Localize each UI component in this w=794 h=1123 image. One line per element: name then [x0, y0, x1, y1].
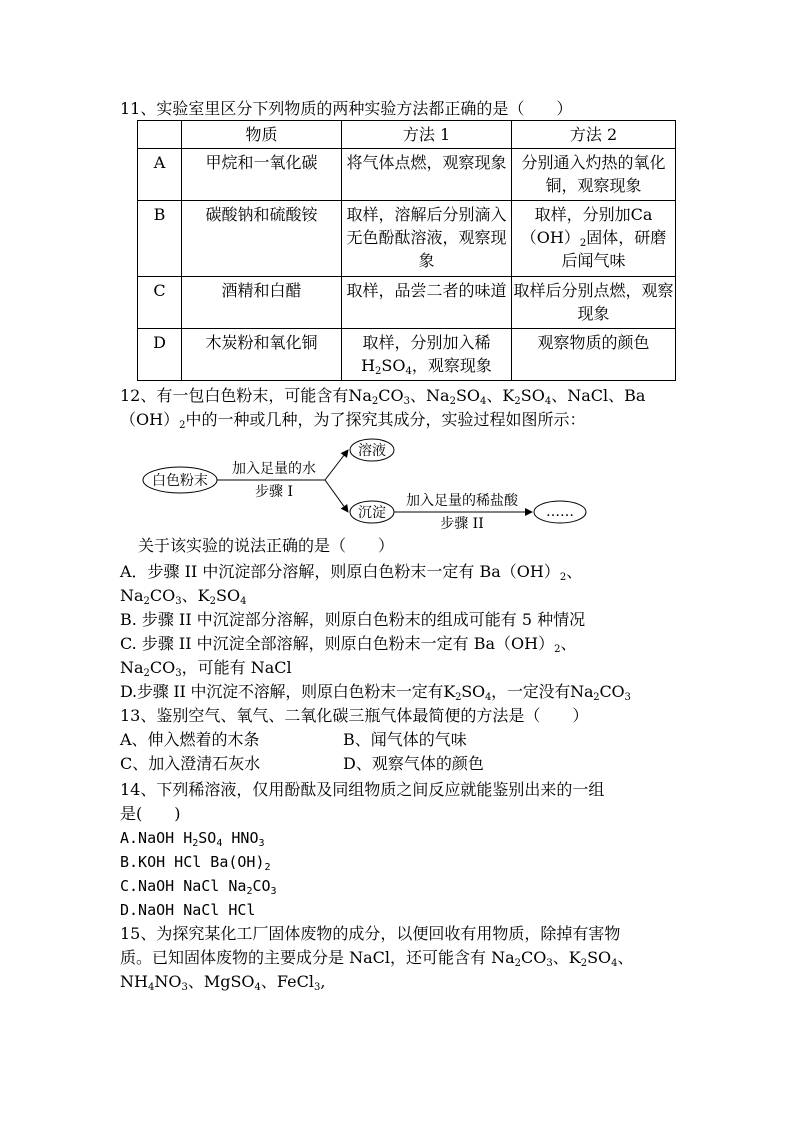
subscript: 2 [143, 596, 150, 607]
subscript: 4 [544, 396, 552, 407]
subscript: 4 [480, 396, 487, 407]
subscript: 4 [405, 366, 412, 377]
row-method2: 分别通入灼热的氧化铜，观察现象 [512, 149, 676, 201]
subscript: 2 [246, 886, 253, 897]
subscript: 2 [192, 838, 199, 849]
q15-text: SO [587, 948, 612, 967]
row-substance: 木炭粉和氧化铜 [182, 329, 342, 381]
formula-part: SO [461, 682, 485, 701]
q15-line2 [120, 946, 634, 970]
q12-prompt: 关于该实验的说法正确的是（ ） [138, 536, 395, 555]
q15-text: 、FeCl [260, 972, 314, 991]
row-method2 [512, 201, 676, 277]
q12-option-a-line2 [120, 584, 246, 608]
step2-label: 加入足量的稀盐酸 [406, 493, 518, 509]
q12-formula: SO [455, 386, 481, 405]
q14-option-c [120, 874, 277, 898]
arrow-up [325, 450, 348, 480]
q13-question: 13、鉴别空气、氧气、二氧化碳三瓶气体最简便的方法是（ ） [120, 706, 589, 725]
table-header-row [138, 121, 676, 149]
q12-option-c: C. 步骤 II 中沉淀全部溶解，则原白色粉末一定有 Ba（OH） [120, 634, 555, 653]
q13-option-b: B、闻气体的气味 [343, 730, 467, 749]
subscript: 2 [554, 644, 561, 655]
row-id: B [138, 201, 182, 277]
q12-formula: 、NaCl、Ba [551, 386, 646, 405]
row-method2: 观察物质的颜色 [512, 329, 676, 381]
subscript: 4 [484, 692, 492, 703]
q12-option-d [120, 680, 631, 704]
q14-option-a [120, 826, 265, 850]
row-method1-part: 取样，分别加入稀H [361, 333, 491, 375]
q12-option-c-line2 [120, 656, 292, 680]
table-header-cell: 物质 [182, 121, 342, 149]
q12-line2 [120, 408, 585, 432]
row-substance: 甲烷和一氧化碳 [182, 149, 342, 201]
q12-option-a: A．步骤 II 中沉淀部分溶解，则原白色粉末一定有 Ba（OH） [120, 562, 560, 581]
subscript: 3 [258, 838, 265, 849]
subscript: 3 [181, 982, 188, 993]
start-label: 白色粉末 [152, 473, 208, 489]
precipitate-label: 沉淀 [358, 505, 386, 521]
q12-formula: CO [378, 386, 404, 405]
row-method1: 取样，品尝二者的味道 [342, 277, 512, 329]
q12-text: 中的一种或几种，为了探究其成分，实验过程如图所示： [185, 410, 586, 429]
formula-part: CO [599, 682, 625, 701]
q12-text: 12、有一包白色粉末，可能含有 [120, 386, 349, 405]
subscript: 4 [254, 982, 261, 993]
subscript: 3 [175, 596, 182, 607]
subscript: 2 [449, 396, 456, 407]
q12-formula: SO [520, 386, 545, 405]
row-method1: 取样，溶解后分别滴入无色酚酞溶液，观察现象 [342, 201, 512, 277]
end-label: …… [546, 504, 574, 520]
table-header-cell: 方法 1 [342, 121, 512, 149]
row-method1: 将气体点燃，观察现象 [342, 149, 512, 201]
q15-text: NH [120, 972, 148, 991]
step1-name: 步骤 I [255, 484, 293, 500]
q14-option-d: D.NaOH NaCl HCl [120, 901, 256, 919]
table-header-cell: 方法 2 [512, 121, 676, 149]
q13-option-c: C、加入澄清石灰水 [120, 754, 261, 773]
table-header-cell [138, 121, 182, 149]
subscript: 2 [593, 692, 600, 703]
row-substance: 碳酸钠和硫酸铵 [182, 201, 342, 277]
q12-option-b: B. 步骤 II 中沉淀部分溶解，则原白色粉末的组成可能有 5 种情况 [120, 610, 586, 629]
q15-text: NO [154, 972, 182, 991]
arrow-down [325, 480, 348, 512]
table-row [138, 201, 676, 277]
q12-formula: 、K [486, 386, 515, 405]
experiment-flow-diagram [140, 432, 600, 532]
row-id: A [138, 149, 182, 201]
row-method2: 取样后分别点燃，观察现象 [512, 277, 676, 329]
row-method1-part: SO [381, 356, 406, 375]
subscript: 2 [375, 366, 382, 377]
row-id: C [138, 277, 182, 329]
q15-text: 、MgSO [187, 972, 255, 991]
q11-question: 11、实验室里区分下列物质的两种实验方法都正确的是（ ） [120, 99, 573, 118]
subscript: 3 [546, 958, 553, 969]
formula-part: HNO [222, 829, 259, 847]
q12-option-c-tail: 、 [560, 634, 577, 653]
solution-label: 溶液 [358, 443, 386, 459]
formula-part: C.NaOH NaCl Na [120, 877, 247, 895]
subscript: 2 [209, 596, 216, 607]
row-method2-part: 固体，研磨后闻气味 [561, 228, 667, 270]
table-row [138, 277, 676, 329]
subscript: 3 [624, 692, 631, 703]
row-substance: 酒精和白醋 [182, 277, 342, 329]
q15-text: , [320, 972, 326, 991]
formula-part: SO [198, 829, 217, 847]
subscript: 2 [143, 668, 150, 679]
q15-text: 、 [617, 948, 634, 967]
q13-option-d: D、观察气体的颜色 [343, 754, 484, 773]
formula-part: D.步骤 II 中沉淀不溶解，则原白色粉末一定有K [120, 682, 456, 701]
subscript: 2 [264, 862, 271, 873]
subscript: 2 [514, 958, 521, 969]
subscript: 2 [179, 420, 186, 431]
q15-text: 质。已知固体废物的主要成分是 NaCl，还可能含有 Na [120, 948, 515, 967]
formula-part: Na [120, 658, 144, 677]
q12-line1 [120, 384, 645, 408]
row-id: D [138, 329, 182, 381]
table-row [138, 149, 676, 201]
subscript: 2 [371, 396, 379, 407]
subscript: 4 [147, 982, 155, 993]
q15-line1: 15、为探究某化工厂固体废物的成分，以便回收有用物质，除掉有害物 [120, 924, 621, 943]
subscript: 3 [313, 982, 321, 993]
subscript: 3 [175, 668, 182, 679]
step1-label: 加入足量的水 [232, 461, 316, 477]
subscript: 4 [216, 838, 223, 849]
formula-part: ，可能有 NaCl [181, 658, 292, 677]
q15-text: 、K [552, 948, 581, 967]
subscript: 4 [240, 596, 247, 607]
subscript: 4 [611, 958, 618, 969]
subscript: 3 [270, 886, 277, 897]
q15-line3 [120, 970, 325, 994]
q12-option-c-line1 [120, 632, 577, 656]
subscript: 2 [559, 572, 567, 583]
subscript: 2 [514, 396, 521, 407]
q12-option-a-line1 [120, 560, 582, 584]
subscript: 2 [580, 958, 588, 969]
q12-option-a-tail: 、 [566, 562, 583, 581]
formula-part: SO [216, 586, 241, 605]
q14-line1: 14、下列稀溶液，仅用酚酞及同组物质之间反应就能鉴别出来的一组 [120, 780, 605, 799]
q14-line2: 是( ) [120, 804, 181, 823]
subscript: 3 [403, 396, 411, 407]
q11-table [137, 120, 676, 381]
q12-text: （OH） [120, 410, 180, 429]
q12-formula: Na [348, 386, 372, 405]
row-method1 [342, 329, 512, 381]
row-method1-part: ，观察现象 [411, 356, 492, 375]
row-method2-part: 取样，分别加Ca（OH） [520, 205, 653, 247]
q14-option-b [120, 850, 271, 874]
formula-part: Na [120, 586, 144, 605]
subscript: 2 [455, 692, 462, 703]
formula-part: B.KOH HCl Ba(OH) [120, 853, 265, 871]
q12-formula: 、Na [410, 386, 450, 405]
formula-part: A.NaOH H [120, 829, 193, 847]
q13-option-a: A、伸入燃着的木条 [120, 730, 260, 749]
step2-name: 步骤 II [440, 516, 484, 532]
table-row [138, 329, 676, 381]
formula-part: CO [149, 658, 176, 677]
formula-part: CO [149, 586, 176, 605]
formula-part: CO [252, 877, 271, 895]
formula-part: ，一定没有Na [491, 682, 594, 701]
q15-text: CO [521, 948, 547, 967]
subscript: 2 [579, 238, 587, 249]
formula-part: 、K [181, 586, 210, 605]
